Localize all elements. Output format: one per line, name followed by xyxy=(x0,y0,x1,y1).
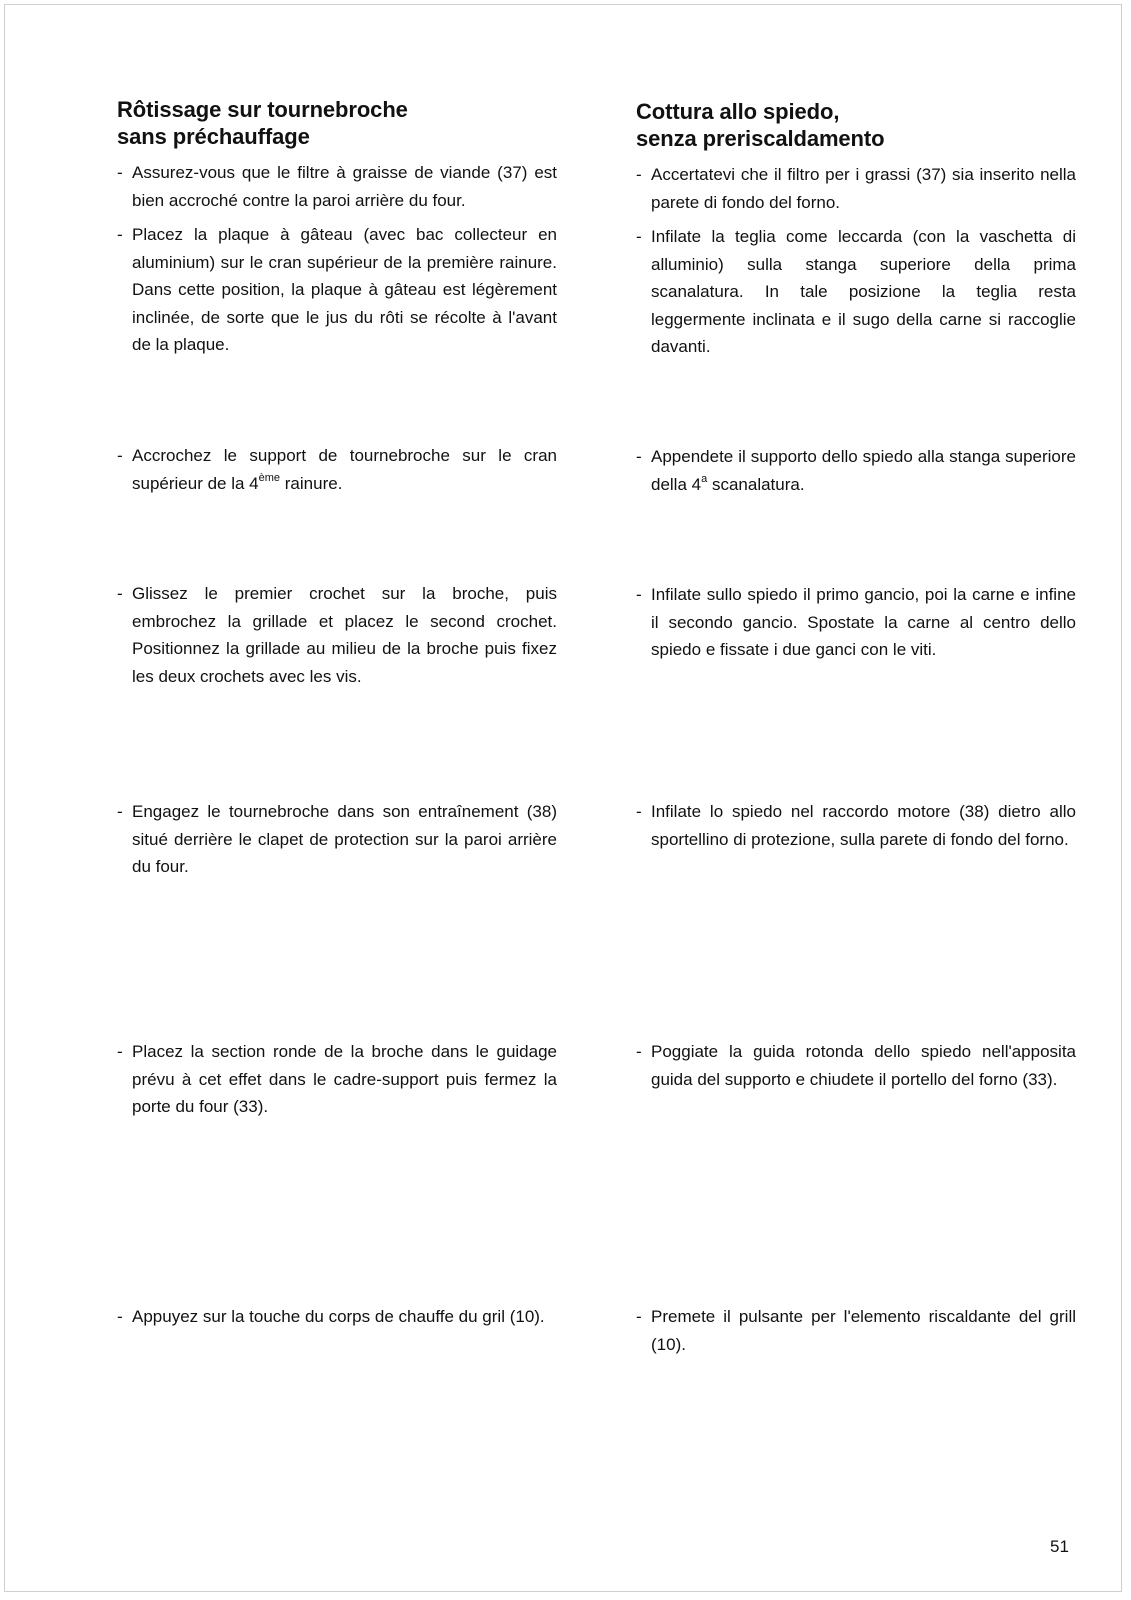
french-item-text: Placez la plaque à gâteau (avec bac collecteur en aluminium) sur le cran supérieur de la première rainure. Dans cette position, la plaque à gâteau est légèrement inclinée, de sorte que le jus du rôti se récolte à l'avant de la plaque. xyxy=(132,225,557,354)
bullet: - xyxy=(636,1307,642,1326)
french-item-superscript: ème xyxy=(258,471,281,484)
italian-item-3 xyxy=(636,443,1076,498)
bullet: - xyxy=(117,163,123,182)
bullet: - xyxy=(117,802,123,821)
italian-item-text-pre: Appendete il supporto dello spiedo alla stanga superiore della 4 xyxy=(651,447,1076,494)
french-heading-line2: sans préchauffage xyxy=(117,124,310,149)
french-item-text: Placez la section ronde de la broche dans le guidage prévu à cet effet dans le cadre-support puis fermez la porte du four (33). xyxy=(132,1042,557,1116)
italian-item-4 xyxy=(636,581,1076,664)
italian-item-text: Infilate lo spiedo nel raccordo motore (38) dietro allo sportellino di protezione, sulla parete di fondo del forno. xyxy=(651,802,1076,849)
italian-item-2 xyxy=(636,223,1076,361)
italian-item-superscript: a xyxy=(701,472,708,485)
french-item-text-pre: Accrochez le support de tournebroche sur le cran supérieur de la 4 xyxy=(132,446,557,493)
french-item-6 xyxy=(117,1038,557,1121)
bullet: - xyxy=(117,1307,123,1326)
italian-heading-line2: senza preriscaldamento xyxy=(636,126,885,151)
italian-item-1 xyxy=(636,161,1076,216)
italian-heading-line1: Cottura allo spiedo, xyxy=(636,99,840,124)
italian-item-text-post: scanalatura. xyxy=(707,474,805,494)
french-heading xyxy=(117,96,557,150)
italian-item-text xyxy=(651,443,1076,498)
french-item-text-post: rainure. xyxy=(280,473,343,493)
italian-heading xyxy=(636,98,1076,152)
bullet: - xyxy=(636,227,642,246)
french-item-text: Assurez-vous que le filtre à graisse de viande (37) est bien accroché contre la paroi arrière du four. xyxy=(132,163,557,210)
bullet: - xyxy=(117,1042,123,1061)
bullet: - xyxy=(636,447,642,466)
french-item-text xyxy=(132,442,557,497)
bullet: - xyxy=(636,802,642,821)
italian-item-text: Accertatevi che il filtro per i grassi (37) sia inserito nella parete di fondo del forno. xyxy=(651,165,1076,212)
french-item-text: Engagez le tournebroche dans son entraînement (38) situé derrière le clapet de protection sur la paroi arrière du four. xyxy=(132,802,557,876)
italian-item-text: Infilate la teglia come leccarda (con la vaschetta di alluminio) sulla stanga superiore della prima scanalatura. In tale posizione la teglia resta leggermente inclinata e il sugo della carne si raccoglie davanti. xyxy=(651,227,1076,356)
bullet: - xyxy=(117,584,123,603)
italian-item-5 xyxy=(636,798,1076,853)
italian-item-text: Infilate sullo spiedo il primo gancio, poi la carne e infine il secondo gancio. Spostate la carne al centro dello spiedo e fissate i due ganci con le viti. xyxy=(651,585,1076,659)
french-item-2 xyxy=(117,221,557,359)
french-item-text: Appuyez sur la touche du corps de chauffe du gril (10). xyxy=(132,1307,545,1326)
page-number: 51 xyxy=(1050,1537,1069,1556)
italian-item-6 xyxy=(636,1038,1076,1093)
italian-item-text: Poggiate la guida rotonda dello spiedo nell'apposita guida del supporto e chiudete il portello del forno (33). xyxy=(651,1042,1076,1089)
bullet: - xyxy=(636,585,642,604)
french-item-5 xyxy=(117,798,557,881)
italian-item-text: Premete il pulsante per l'elemento riscaldante del grill (10). xyxy=(651,1307,1076,1354)
italian-item-7 xyxy=(636,1303,1076,1358)
french-item-7 xyxy=(117,1303,557,1331)
bullet: - xyxy=(117,446,123,465)
french-item-3 xyxy=(117,442,557,497)
french-item-4 xyxy=(117,580,557,690)
bullet: - xyxy=(636,1042,642,1061)
french-item-1 xyxy=(117,159,557,214)
bullet: - xyxy=(636,165,642,184)
french-item-text: Glissez le premier crochet sur la broche, puis embrochez la grillade et placez le second crochet. Positionnez la grillade au milieu de la broche puis fixez les deux crochets avec les vis. xyxy=(132,584,557,686)
bullet: - xyxy=(117,225,123,244)
french-heading-line1: Rôtissage sur tournebroche xyxy=(117,97,408,122)
